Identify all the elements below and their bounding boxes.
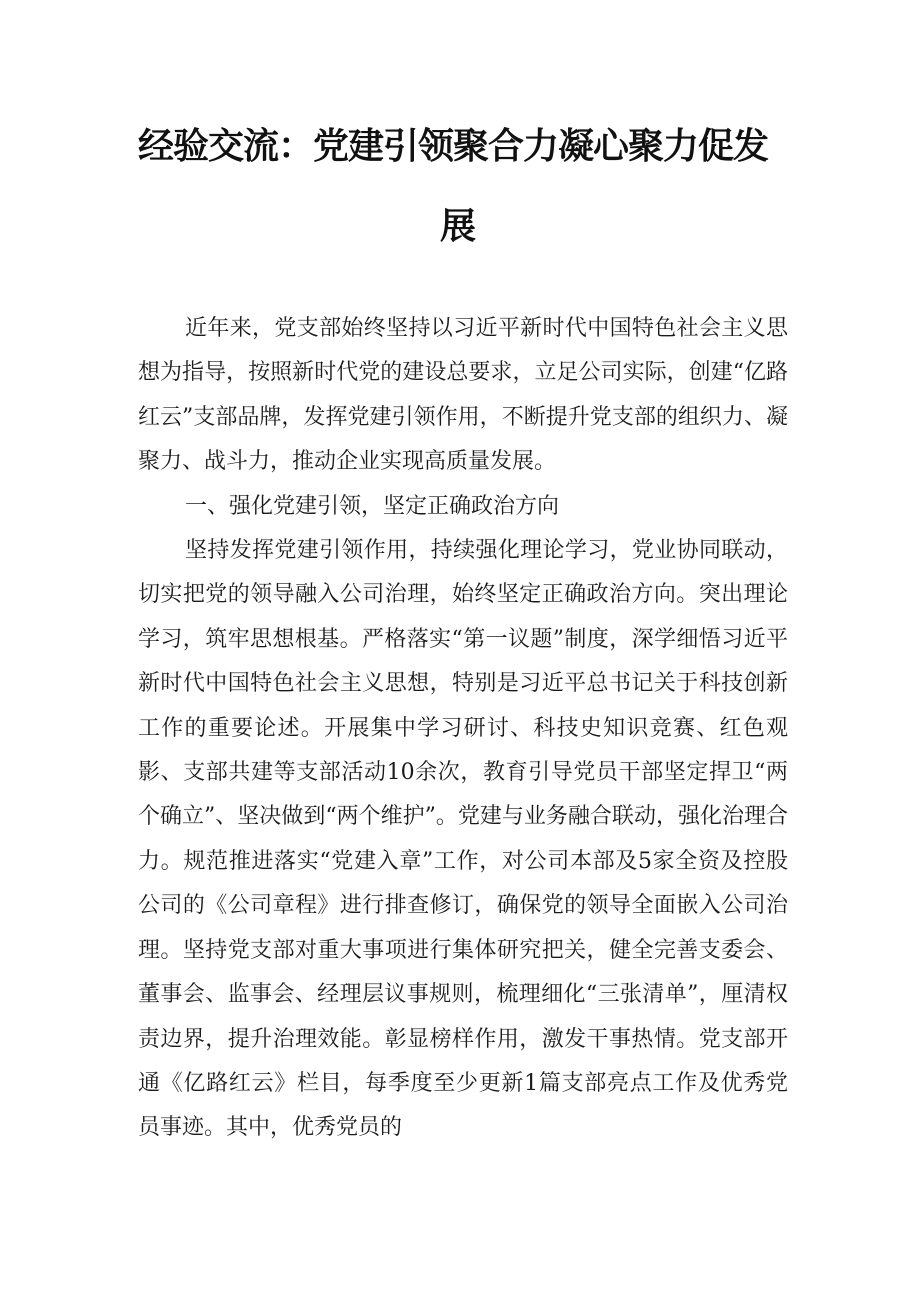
section-heading: 一、强化党建引领，坚定正确政治方向 <box>185 493 560 519</box>
document-body <box>138 307 788 1151</box>
section-paragraph: 坚持发挥党建引领作用，持续强化理论学习，党业协同联动，切实把党的领导融入公司治理，始终坚定正确政治方向。突出理论学习，筑牢思想根基。严格落实“第一议题”制度，深学细悟习近平新时代中国特色社会主义思想，特别是习近平总书记关于科技创新工作的重要论述。开展集中学习研讨、科技史知识竞赛、红色观影、支部共建等支部活动10余次，教育引导党员干部坚定捍卫“两个确立”、坚决做到“两个维护”。党建与业务融合联动，强化治理合力。规范推进落实“党建入章”工作，对公司本部及5家全资及控股公司的《公司章程》进行排查修订，确保党的领导全面嵌入公司治理。坚持党支部对重大事项进行集体研究把关，健全完善支委会、董事会、监事会、经理层议事规则，梳理细化“三张清单”，厘清权责边界，提升治理效能。彰显榜样作用，激发干事热情。党支部开通《亿路红云》栏目，每季度至少更新1篇支部亮点工作及优秀党员事迹。其中，优秀党员的 <box>138 538 788 1141</box>
document-title: 经验交流：党建引领聚合力凝心聚力促发 <box>138 126 769 167</box>
document-title-continuation: 展 <box>440 206 476 247</box>
intro-paragraph: 近年来，党支部始终坚持以习近平新时代中国特色社会主义思想为指导，按照新时代党的建设总要求，立足公司实际，创建“亿路红云”支部品牌，发挥党建引领作用，不断提升党支部的组织力、凝聚力、战斗力，推动企业实现高质量发展。 <box>138 316 788 475</box>
